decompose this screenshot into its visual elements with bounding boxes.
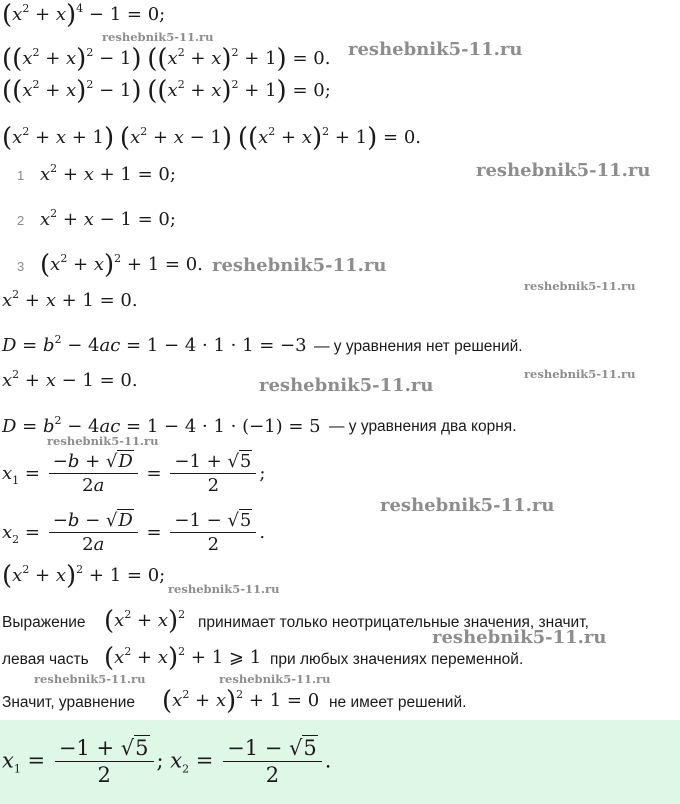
watermark: reshebnik5-11.ru xyxy=(476,160,651,181)
watermark: reshebnik5-11.ru xyxy=(348,39,523,60)
equation-line-1: $(x^2 + x)^4 - 1 = 0$; xyxy=(2,0,166,30)
list-number-2: 2 xyxy=(17,213,25,228)
root-x1: $x_1$ = $\frac{-b + √D}{2a}$ = $\frac{-1 + √5}{2}$ ; xyxy=(2,451,266,496)
watermark: reshebnik5-11.ru xyxy=(47,434,159,448)
list-item-3: $(x^2 + x)^2 + 1 = 0$. xyxy=(40,250,203,280)
equation-line-4: $(x^2 + x + 1) (x^2 + x - 1) ((x^2 + x)^2 + 1) = 0$. xyxy=(2,123,422,153)
watermark: reshebnik5-11.ru xyxy=(34,672,146,686)
watermark: reshebnik5-11.ru xyxy=(259,375,434,396)
discriminant-1-comment: — у уравнения нет решений. xyxy=(314,338,523,355)
conclusion-text-1: Значит, уравнение xyxy=(2,694,135,711)
answer-roots: $x_1$ = $\frac{-1 + √5}{2}$ ; $x_2$ = $\frac{-1 - √5}{2}$ . xyxy=(2,736,332,787)
answer-block xyxy=(0,720,680,804)
discriminant-2: $D = b^2 - 4ac = 1 - 4 \cdot 1 \cdot (-1) = 5$ xyxy=(2,414,321,437)
watermark: reshebnik5-11.ru xyxy=(524,279,636,293)
discriminant-2-comment: — у уравнения два корня. xyxy=(329,418,517,435)
watermark: reshebnik5-11.ru xyxy=(432,627,607,648)
case-2-equation: $x^2 + x - 1 = 0$. xyxy=(2,368,138,391)
expression-inline: $(x^2 + x)^2$ xyxy=(104,606,186,636)
conclusion-text-2: не имеет решений. xyxy=(329,694,467,711)
watermark: reshebnik5-11.ru xyxy=(102,30,214,44)
case-1-equation: $x^2 + x + 1 = 0$. xyxy=(2,288,138,311)
conclusion-inline: $(x^2 + x)^2 + 1 = 0$ xyxy=(162,686,320,716)
expression-text-1: Выражение xyxy=(2,614,86,631)
case-3-equation: $(x^2 + x)^2 + 1 = 0$; xyxy=(2,561,166,591)
list-item-1: $x^2 + x + 1 = 0$; xyxy=(40,162,176,185)
equation-line-3: $((x^2 + x)^2 - 1) ((x^2 + x)^2 + 1) = 0$; xyxy=(2,76,331,106)
watermark: reshebnik5-11.ru xyxy=(380,495,555,516)
list-number-1: 1 xyxy=(17,168,25,183)
expression-text-2: принимает только неотрицательные значения, значит, xyxy=(198,614,589,631)
watermark: reshebnik5-11.ru xyxy=(212,255,387,276)
list-number-3: 3 xyxy=(17,259,25,274)
root-x2: $x_2$ = $\frac{-b - √D}{2a}$ = $\frac{-1 - √5}{2}$ . xyxy=(2,510,266,555)
equation-line-2-top: $((x^2 + x)^2 - 1) ((x^2 + x)^2 + 1) = 0$. xyxy=(2,44,331,74)
list-item-2: $x^2 + x - 1 = 0$; xyxy=(40,207,176,230)
left-part-text-2: при любых значениях переменной. xyxy=(270,651,524,668)
watermark: reshebnik5-11.ru xyxy=(219,672,331,686)
left-part-inline: $(x^2 + x)^2 + 1$ ⩾ 1 xyxy=(104,643,262,673)
discriminant-1: $D = b^2 - 4ac = 1 - 4 \cdot 1 \cdot 1 = -3$ xyxy=(2,333,307,356)
watermark: reshebnik5-11.ru xyxy=(168,582,280,596)
left-part-text-1: левая часть xyxy=(2,651,89,668)
watermark: reshebnik5-11.ru xyxy=(524,367,636,381)
